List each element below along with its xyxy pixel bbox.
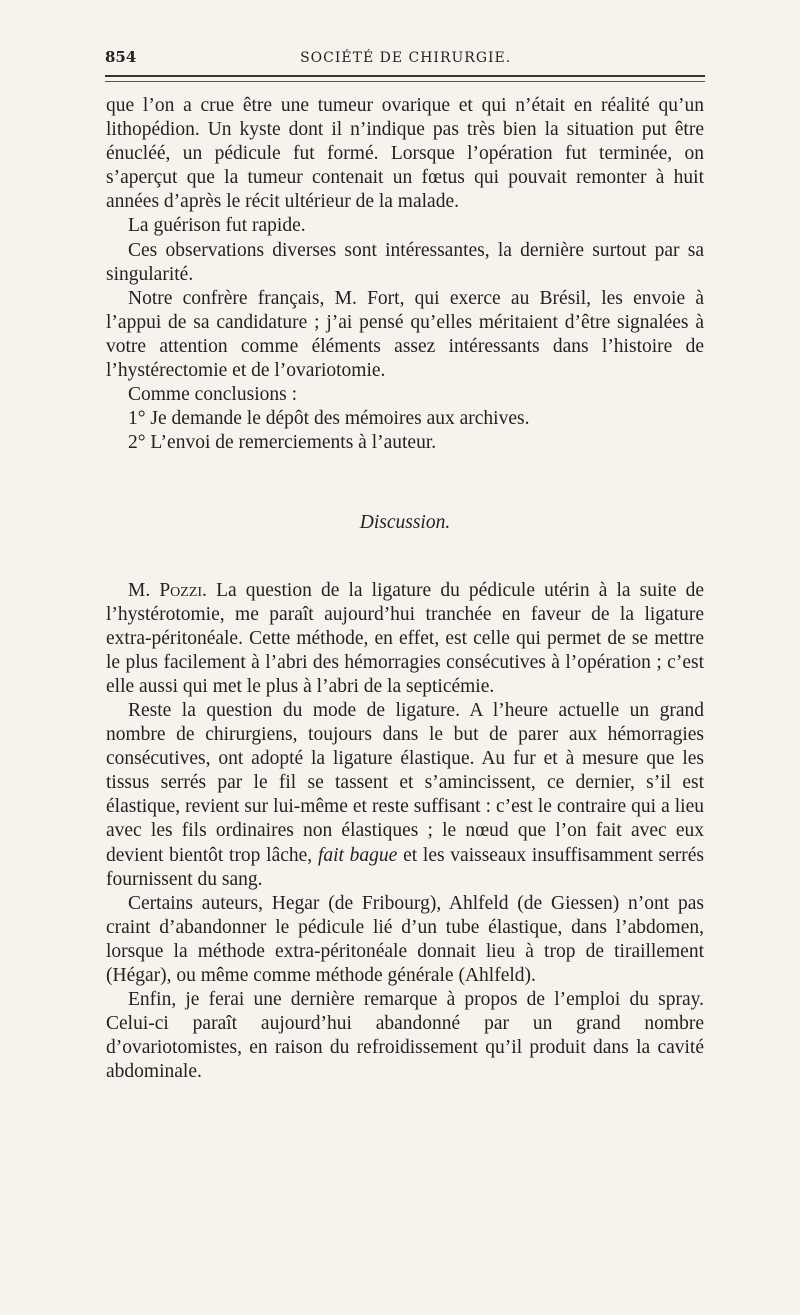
discussion-heading: Discussion.	[359, 512, 451, 534]
paragraph-9-part-b: et les vaisseaux insuffisamment serrés fournissent du sang.	[106, 844, 705, 890]
paragraph-9	[106, 699, 704, 892]
body-text	[106, 94, 704, 1084]
paragraph-2: La guérison fut rapide.	[128, 215, 306, 237]
paragraph-11: Enfin, je ferai une dernière remarque à propos de l’emploi du spray. Celui-ci paraît aujourd’hui abandonné par un grand nombre d’ovariotomistes, en raison du refroidissement qu’il produit dans la cavité abdominale.	[106, 989, 704, 1083]
header-rule-thick	[105, 75, 705, 77]
header-rule-thin	[105, 81, 705, 82]
running-title: SOCIÉTÉ DE CHIRURGIE.	[300, 50, 512, 66]
paragraph-3: Ces observations diverses sont intéressantes, la dernière surtout par sa singularité.	[106, 239, 704, 285]
conclusion-1: 1° Je demande le dépôt des mémoires aux archives.	[128, 408, 530, 430]
paragraph-10: Certains auteurs, Hegar (de Fribourg), Ahlfeld (de Giessen) n’ont pas craint d’abandonner le pédicule lié d’un tube élastique, dans l’abdomen, lorsque la méthode extra-péritonéale donnait lieu à trop de tiraillement (Hégar), ou même comme méthode générale (Ahlfeld).	[106, 892, 704, 986]
paragraph-8-text: La question de la ligature du pédicule utérin à la suite de l’hystérotomie, me paraît aujourd’hui tranchée en faveur de la ligature extra-péritonéale. Cette méthode, en effet, est celle qui permet de se mettre le plus facilement à l’abri des hémorragies consécutives à l’opération ; c’est elle aussi qui met le plus à l’abri de la septicémie.	[106, 579, 705, 697]
paragraph-5: Comme conclusions :	[128, 384, 297, 406]
paragraph-1: que l’on a crue être une tumeur ovarique et qui n’était en réalité qu’un lithopédion. Un kyste dont il n’indique pas très bien la situation put être énucléé, un pédicule fut formé. Lorsque l’opération fut terminée, on s’aperçut que la tumeur contenait un fœtus qui pouvait remonter à huit années d’après le récit ultérieur de la malade.	[106, 95, 704, 213]
conclusion-2: 2° L’envoi de remerciements à l’auteur.	[128, 432, 437, 454]
paragraph-4: Notre confrère français, M. Fort, qui exerce au Brésil, les envoie à l’appui de sa candidature ; j’ai pensé qu’elles méritaient d’être signalées à votre attention comme éléments assez intéressants dans l’histoire de l’hystérectomie et de l’ovariotomie.	[106, 287, 704, 382]
paragraph-8	[106, 579, 704, 699]
page-header	[105, 48, 705, 66]
paragraph-9-part-a: Reste la question du mode de ligature. A l’heure actuelle un grand nombre de chirurgiens, toujours dans le but de parer aux hémorragies consécutives, ont adopté la ligature élastique. Au fur et à mesure que les tissus serrés par le fil se tassent et s’amincissent, ce dernier, s’il est élastique, revient sur lui-même et reste suffisant : c’est le contraire qui a lieu avec les fils ordinaires non élastiques ; le nœud que l’on fait avec eux devient bientôt trop lâche,	[106, 699, 704, 866]
paragraph-9-emphasis: fait bague	[317, 844, 398, 866]
page-number: 854	[105, 48, 137, 66]
speaker-name: M. Pozzi.	[128, 579, 207, 601]
